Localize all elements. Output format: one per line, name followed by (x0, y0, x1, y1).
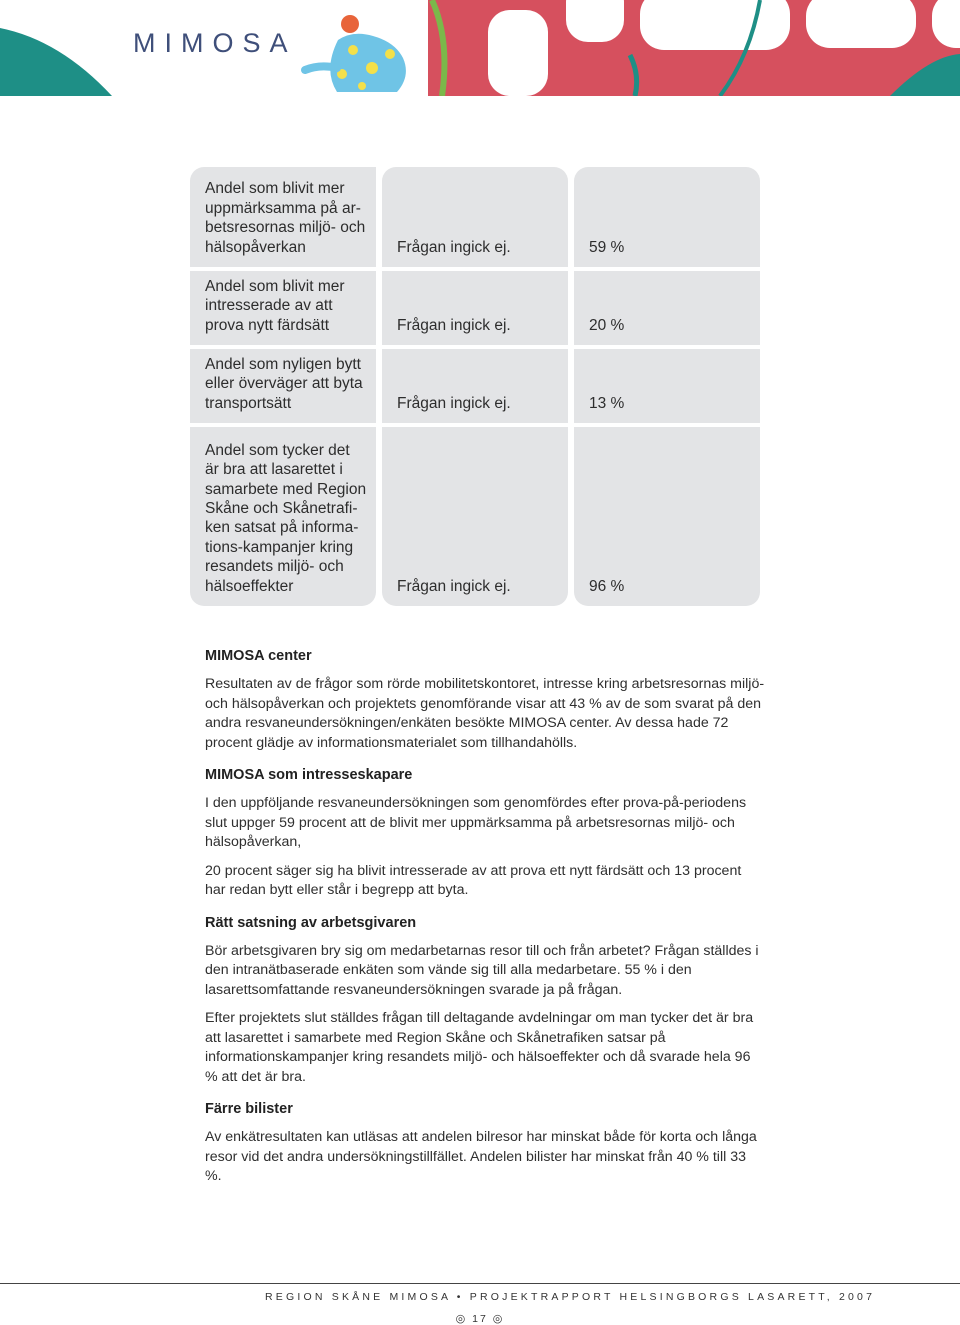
section-mimosa-center (205, 648, 765, 753)
bullet-icon: ◎ (455, 1313, 468, 1325)
row-label-text: Andel som blivit mer uppmärksamma på ar- betsresornas miljö- och hälsopåverkan (205, 180, 366, 256)
section-arbetsgivaren (205, 915, 765, 1088)
table-row-label (190, 271, 376, 345)
table-cell-before (382, 349, 568, 423)
section-intresseskapare (205, 767, 765, 901)
paragraph: Bör arbetsgivaren bry sig om medarbetarnas resor till och från arbetet? Frågan ställdes i den intranätbaserade enkäten som vände sig till alla medarbetare. 55 % i den lasarettsomfattande resvaneundersökningen svarade ja på frågan. (205, 942, 759, 998)
paragraph: Av enkätresultaten kan utläsas att andelen bilresor har minskat både för korta och långa resor vid det andra undersökningstillfället. Andelen bilister har minskat från 40 % till 33 %. (205, 1129, 757, 1184)
after-value: 13 % (589, 394, 625, 412)
header-banner (0, 0, 960, 96)
section-farre-bilister (205, 1101, 765, 1187)
after-value: 96 % (589, 577, 625, 595)
paragraph: Resultaten av de frågor som rörde mobilitetskontoret, intresse kring arbetsresornas miljö- och hälsopåverkan och projektets genomförande visar att 43 % av de som svarat på den andra resvaneundersökningen/enkäten besökte MIMOSA center. Av dessa hade 72 procent glädje av informationsmaterialet som tillhandahölls. (205, 676, 765, 751)
table-row-label (190, 349, 376, 423)
table-row-label (190, 167, 376, 267)
footer-title: REGION SKÅNE MIMOSA • PROJEKTRAPPORT HELSINGBORGS LASARETT, 2007 (265, 1291, 876, 1303)
before-value: Frågan ingick ej. (397, 316, 511, 334)
table-row-label (190, 427, 376, 606)
paragraph: I den uppföljande resvaneundersökningen som genomfördes efter prova-på-periodens slut uppger 59 procent att de blivit mer uppmärksamma på arbetsresornas miljö- och hälsopåverkan, (205, 795, 747, 850)
brand-wordmark: MIMOSA (133, 28, 297, 58)
table-cell-after (574, 349, 760, 423)
footer-rule (0, 1283, 960, 1284)
section-heading: Rätt satsning av arbetsgivaren (205, 914, 417, 931)
before-value: Frågan ingick ej. (397, 394, 511, 412)
page-number-text: 17 (472, 1313, 488, 1325)
report-body (205, 648, 765, 1201)
before-value: Frågan ingick ej. (397, 577, 511, 595)
after-value: 59 % (589, 238, 625, 256)
after-value: 20 % (589, 316, 625, 334)
table-cell-before (382, 271, 568, 345)
paragraph: 20 procent säger sig ha blivit intresserade av att prova ett nytt färdsätt och 13 procent har redan bytt eller står i begrepp att byta. (205, 862, 742, 898)
table-cell-before (382, 427, 568, 606)
row-label-text: Andel som tycker det är bra att lasarettet i samarbete med Region Skåne och Skånetrafi- ken satsat på informa- tions-kampanjer kring resandets miljö- och hälsoeffekter (205, 441, 367, 595)
section-heading: MIMOSA center (205, 648, 312, 664)
page-number (0, 1312, 960, 1325)
section-heading: Färre bilister (205, 1101, 293, 1117)
bullet-icon: ◎ (492, 1313, 505, 1325)
table-cell-after (574, 167, 760, 267)
paragraph: Efter projektets slut ställdes frågan till deltagande avdelningar om man tycker det är bra att lasarettet i samarbete med Region Skåne och Skånetrafiken satsar på informationskampanjer kring resandets miljö- och hälsoeffekter och då svarade hela 96 % att det är bra. (205, 1010, 754, 1085)
table-cell-before (382, 167, 568, 267)
section-heading: MIMOSA som intresseskapare (205, 767, 413, 783)
row-label-text: Andel som nyligen bytt eller överväger att byta transportsätt (205, 355, 363, 412)
row-label-text: Andel som blivit mer intresserade av att prova nytt färdsätt (205, 277, 345, 334)
table-cell-after (574, 427, 760, 606)
table-cell-after (574, 271, 760, 345)
before-value: Frågan ingick ej. (397, 238, 511, 256)
